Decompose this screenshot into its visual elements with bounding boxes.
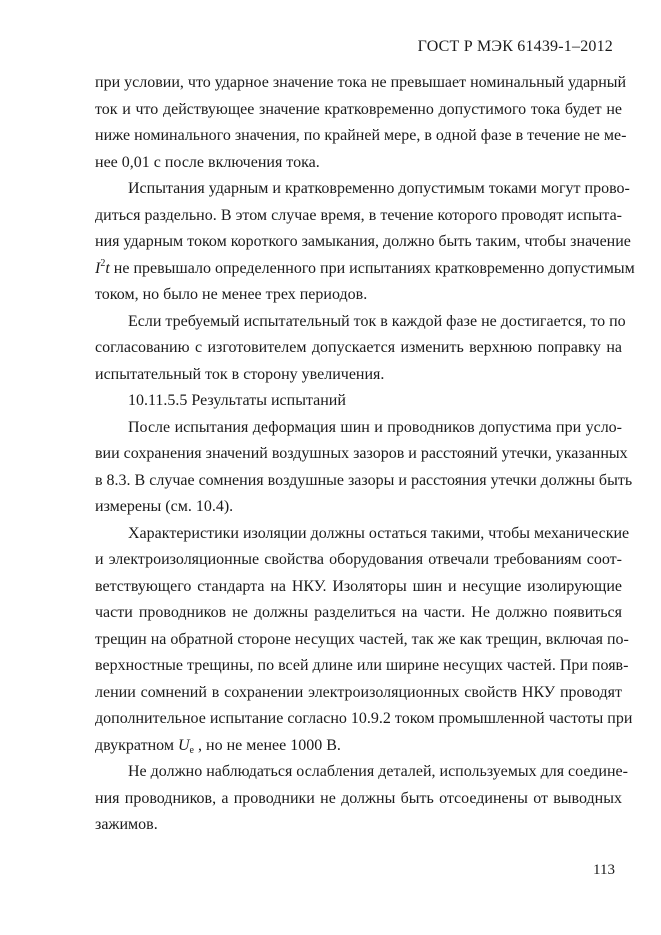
text-line: лении сомнений в сохранении электроизоляционных свойств НКУ проводят	[95, 683, 622, 701]
text-line: Если требуемый испытательный ток в каждой фазе не достигается, то по	[128, 312, 626, 330]
text-line-formula	[95, 733, 622, 760]
text-line: ниже номинального значения, по крайней мере, в одной фазе в течение не ме-	[95, 127, 627, 144]
formula-subscript: e	[189, 744, 194, 756]
text-line: После испытания деформация шин и проводников допустима при усло-	[128, 418, 622, 436]
text-line: верхностные трещины, по всей длине или ширине несущих частей. При появ-	[95, 657, 629, 674]
text-line: согласованию с изготовителем допускается изменить верхнюю поправку на	[95, 339, 622, 356]
text-line-formula	[95, 256, 635, 283]
document-body	[95, 70, 635, 839]
document-header: ГОСТ Р МЭК 61439-1–2012	[417, 38, 613, 55]
text-line: диться раздельно. В этом случае время, в течение которого проводят испыта-	[95, 206, 622, 224]
text-line: ветствующего стандарта на НКУ. Изоляторы шин и несущие изолирующие	[95, 577, 622, 595]
text-line: вии сохранения значений воздушных зазоров и расстояний утечки, указанных	[95, 445, 628, 462]
text-line: дополнительное испытание согласно 10.9.2 током промышленной частоты при	[95, 710, 633, 727]
text-line: ток и что действующее значение кратковременно допустимого тока будет не	[95, 100, 622, 118]
text-line: части проводников не должны разделиться на части. Не должно появиться	[95, 604, 622, 621]
paragraph-4	[95, 415, 633, 521]
formula-line-suffix: , но не менее 1000 В.	[194, 736, 341, 754]
paragraph-5	[95, 521, 633, 760]
formula-u: U	[177, 736, 190, 754]
text-line: измерены (см. 10.4).	[95, 498, 234, 515]
text-line: током, но было не менее трех периодов.	[95, 286, 368, 303]
section-heading: 10.11.5.5 Результаты испытаний	[128, 392, 346, 409]
formula-exponent: 2	[100, 257, 106, 269]
text-line: при условии, что ударное значение тока не превышает номинальный ударный	[95, 74, 627, 91]
formula-line-text: не превышало определенного при испытаниях кратковременно допустимым	[109, 259, 635, 277]
text-line: Характеристики изоляции должны остаться такими, чтобы механические	[128, 524, 630, 542]
formula-i: I	[95, 259, 101, 277]
paragraph-6	[95, 759, 628, 839]
text-line: ния ударным током короткого замыкания, должно быть таким, чтобы значение	[95, 233, 631, 250]
paragraph-2	[95, 176, 635, 309]
paragraph-3	[95, 309, 626, 389]
text-line: зажимов.	[95, 816, 158, 833]
formula-t: t	[105, 259, 110, 277]
text-line: трещин на обратной стороне несущих частей, так же как трещин, включая по-	[95, 630, 629, 648]
page-number: 113	[593, 862, 615, 878]
text-line: Не должно наблюдаться ослабления деталей, используемых для соедине-	[128, 763, 628, 780]
text-line: и электроизоляционные свойства оборудования отвечали требованиям соот-	[95, 551, 622, 568]
text-line: в 8.3. В случае сомнения воздушные зазоры и расстояния утечки должны быть	[95, 471, 633, 489]
text-line: испытательный ток в сторону увеличения.	[95, 365, 385, 383]
formula-line-prefix: двукратном	[95, 736, 178, 754]
paragraph-1	[95, 70, 627, 176]
text-line: Испытания ударным и кратковременно допустимым токами могут прово-	[128, 180, 630, 197]
text-line: нее 0,01 с после включения тока.	[95, 153, 320, 171]
text-line: ния проводников, а проводники не должны быть отсоединены от выводных	[95, 789, 622, 807]
